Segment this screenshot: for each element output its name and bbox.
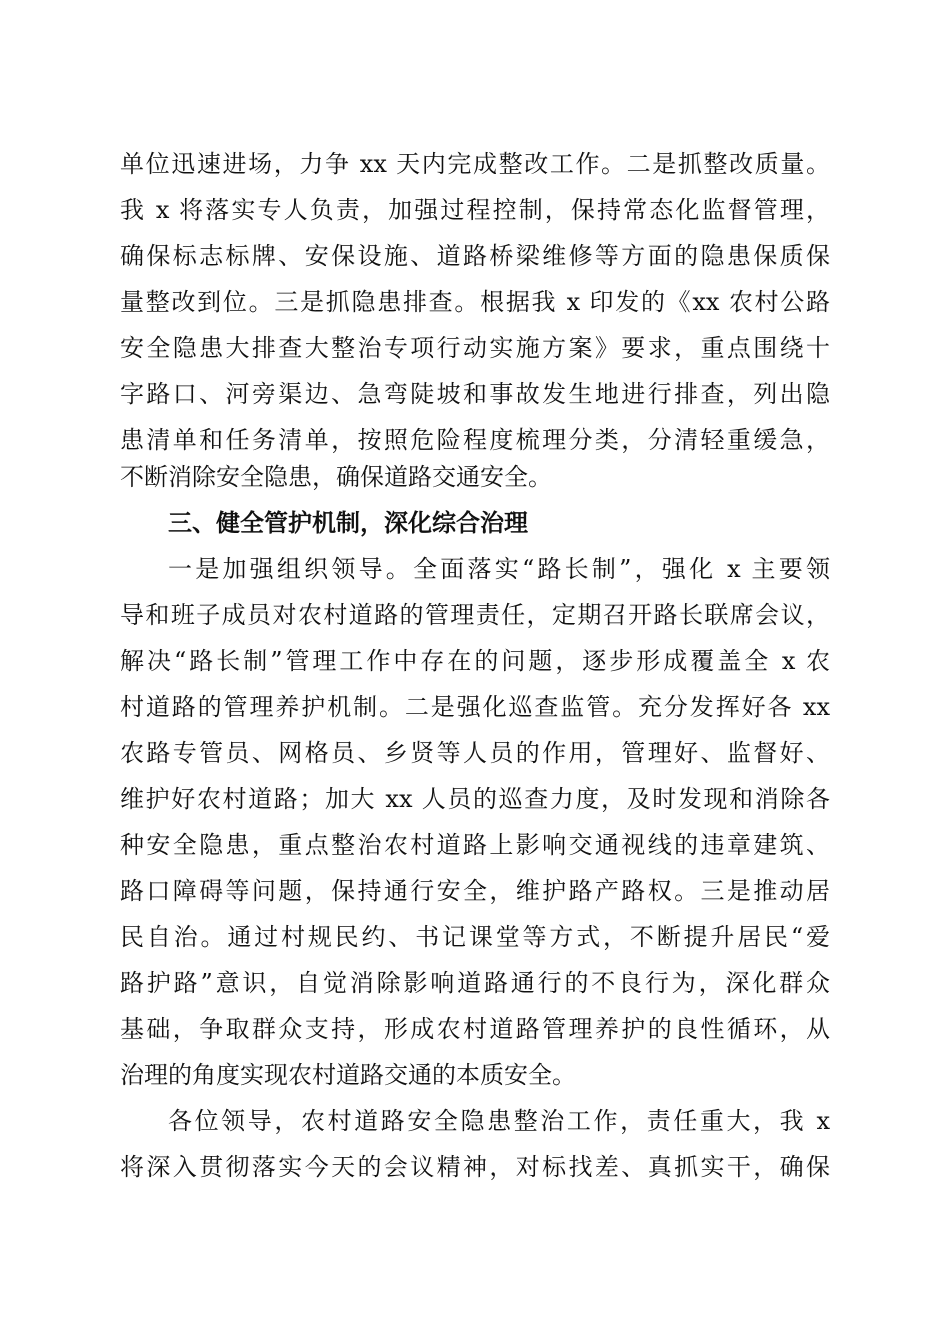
text-line: 各位领导，农村道路安全隐患整治工作，责任重大，我 x [168,1107,830,1135]
text-line: 维护好农村道路；加大 xx 人员的巡查力度，及时发现和消除各 [120,785,830,813]
text-line: 导和班子成员对农村道路的管理责任，定期召开路长联席会议， [120,601,830,629]
text-line: 民自治。通过村规民约、书记课堂等方式，不断提升居民“爱 [120,923,830,951]
text-line: 确保标志标牌、安保设施、道路桥梁维修等方面的隐患保质保 [120,242,830,270]
text-line: 解决“路长制”管理工作中存在的问题，逐步形成覆盖全 x 农 [120,647,830,675]
text-line: 量整改到位。三是抓隐患排查。根据我 x 印发的《xx 农村公路 [120,288,830,316]
text-line: 治理的角度实现农村道路交通的本质安全。 [120,1061,576,1089]
text-line: 基础，争取群众支持，形成农村道路管理养护的良性循环，从 [120,1015,830,1043]
text-line: 村道路的管理养护机制。二是强化巡查监管。充分发挥好各 xx [120,693,830,721]
text-line: 我 x 将落实专人负责，加强过程控制，保持常态化监督管理， [120,196,830,224]
text-line: 种安全隐患，重点整治农村道路上影响交通视线的违章建筑、 [120,831,830,859]
text-line: 路口障碍等问题，保持通行安全，维护路产路权。三是推动居 [120,877,830,905]
text-line: 字路口、河旁渠边、急弯陡坡和事故发生地进行排查，列出隐 [120,380,830,408]
section-heading: 三、健全管护机制，深化综合治理 [168,509,528,537]
text-line: 安全隐患大排查大整治专项行动实施方案》要求，重点围绕十 [120,334,830,362]
text-line: 农路专管员、网格员、乡贤等人员的作用，管理好、监督好、 [120,739,830,767]
text-line: 患清单和任务清单，按照危险程度梳理分类，分清轻重缓急， [120,426,830,454]
text-line: 将深入贯彻落实今天的会议精神，对标找差、真抓实干，确保 [120,1153,830,1181]
text-line: 不断消除安全隐患，确保道路交通安全。 [120,463,552,491]
text-line: 单位迅速进场，力争 xx 天内完成整改工作。二是抓整改质量。 [120,150,830,178]
text-line: 一是加强组织领导。全面落实“路长制”，强化 x 主要领 [168,555,830,583]
text-line: 路护路”意识，自觉消除影响道路通行的不良行为，深化群众 [120,969,830,997]
